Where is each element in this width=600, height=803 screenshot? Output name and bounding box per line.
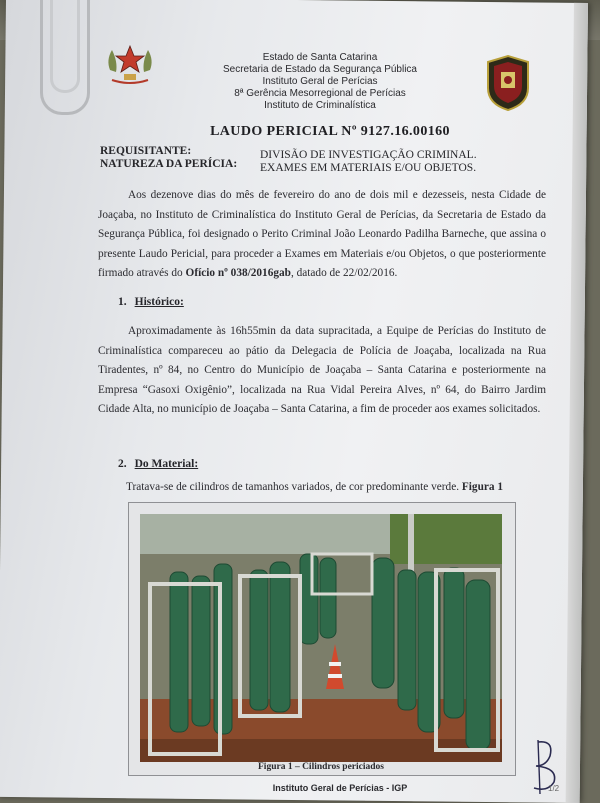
intro-text: Aos dezenove dias do mês de fevereiro do ano de dois mil e dezesseis, nesta Cidade de Joaçaba, no Instituto de Criminalística do Instituto Geral de Perícias, da Secretaria de Estado da Segurança Pública, foi designado o Perito Criminal João Leonardo Padilha Barneche, que assina o presente Laudo Pericial, para proceder a Exames em Materiais e/ou Objetos, o que posteriormente firmado através do	[98, 189, 546, 279]
natureza-value: EXAMES EM MATERIAIS E/OU OBJETOS.	[260, 162, 477, 174]
section-title: Histórico:	[134, 296, 184, 308]
oficio-reference: Ofício nº 038/2016gab	[185, 267, 291, 279]
page-footer: Instituto Geral de Perícias - IGP	[272, 783, 408, 793]
material-description	[126, 481, 546, 493]
requisitante-label: REQUISITANTE:	[100, 145, 192, 157]
page-number: 1/2	[548, 784, 560, 793]
igp-badge-icon	[484, 54, 532, 112]
material-text: Tratava-se de cilindros de tamanhos variados, de cor predominante verde.	[126, 481, 460, 493]
document-header	[170, 52, 470, 112]
requisitante-value: DIVISÃO DE INVESTIGAÇÃO CRIMINAL.	[260, 149, 477, 161]
paperclip-inner-icon	[50, 0, 80, 93]
section-historico-heading	[118, 296, 184, 308]
page-stack-edge	[566, 3, 588, 803]
section-number: 1.	[118, 296, 127, 308]
section-material-heading	[118, 458, 198, 470]
header-management: 8ª Gerência Mesorregional de Perícias	[234, 88, 406, 99]
intro-paragraph	[98, 186, 546, 284]
report-title: LAUDO PERICIAL Nº 9127.16.00160	[210, 124, 450, 139]
section-title: Do Material:	[134, 458, 199, 470]
header-institute: Instituto Geral de Perícias	[262, 76, 378, 87]
natureza-label: NATUREZA DA PERÍCIA:	[100, 158, 238, 170]
figure-reference: Figura 1	[461, 481, 503, 493]
figure-caption: Figura 1 – Cilindros periciados	[258, 762, 384, 772]
header-state: Estado de Santa Catarina	[262, 52, 378, 63]
historico-paragraph: Aproximadamente às 16h55min da data supracitada, a Equipe de Perícias do Instituto de Criminalística compareceu ao pátio da Delegacia de Polícia de Joaçaba, localizada na Rua Tiradentes, nº 84, no Centro do Município de Joaçaba – Santa Catarina e posteriormente na Empresa “Gasoxi Oxigênio”, localizada na Rua Vidal Pereira Alves, nº 64, do Bairro Jardim Cidade Alta, no município de Joaçaba – Santa Catarina, a fim de proceder aos exames solicitados.	[98, 325, 546, 415]
header-criminalistics: Instituto de Criminalística	[264, 100, 376, 111]
header-secretariat: Secretaria de Estado da Segurança Pública	[222, 64, 417, 75]
state-coat-of-arms-icon	[104, 40, 156, 86]
section-number: 2.	[118, 458, 127, 470]
cylinders-photo	[140, 514, 502, 762]
intro-date: , datado de 22/02/2016.	[290, 267, 398, 279]
